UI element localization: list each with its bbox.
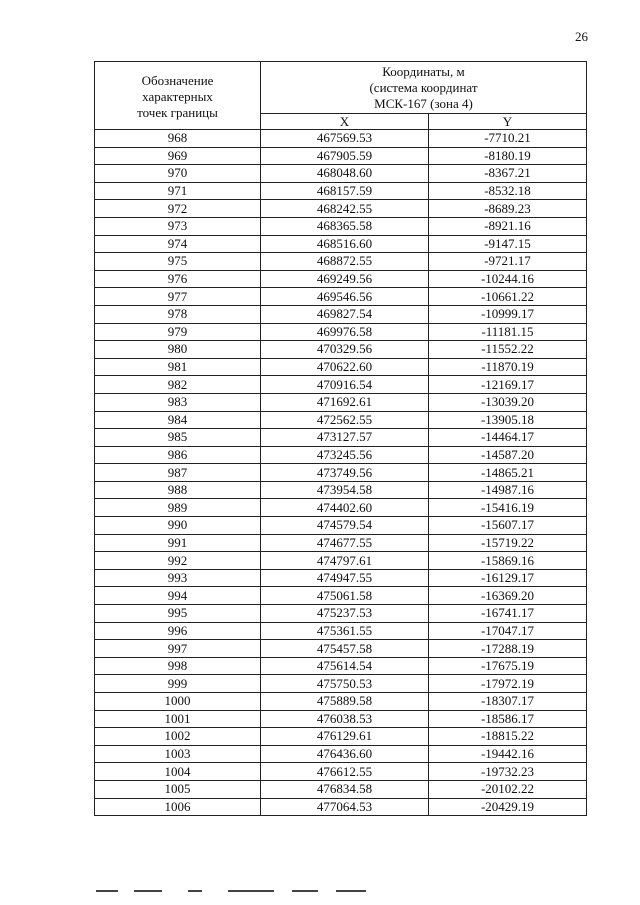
y-coordinate-cell: -10999.17 xyxy=(429,305,587,323)
point-id-cell: 993 xyxy=(95,569,261,587)
x-coordinate-cell: 468157.59 xyxy=(261,182,429,200)
y-coordinate-cell: -9721.17 xyxy=(429,253,587,271)
y-coordinate-cell: -9147.15 xyxy=(429,235,587,253)
point-id-cell: 983 xyxy=(95,393,261,411)
x-coordinate-cell: 474402.60 xyxy=(261,499,429,517)
table-row xyxy=(95,358,587,376)
x-coordinate-cell: 470622.60 xyxy=(261,358,429,376)
y-coordinate-cell: -16369.20 xyxy=(429,587,587,605)
y-coordinate-cell: -17675.19 xyxy=(429,657,587,675)
x-column-header: X xyxy=(261,114,429,130)
point-header-line-3: точек границы xyxy=(137,104,218,120)
table-row xyxy=(95,780,587,798)
point-id-cell: 986 xyxy=(95,446,261,464)
footer-mark xyxy=(336,890,366,892)
y-coordinate-cell: -10661.22 xyxy=(429,288,587,306)
coords-header-line-2: (система координат xyxy=(369,79,478,95)
table-row xyxy=(95,763,587,781)
footer-scan-marks xyxy=(96,890,396,894)
x-coordinate-cell: 475237.53 xyxy=(261,605,429,623)
y-coordinate-cell: -18586.17 xyxy=(429,710,587,728)
point-id-cell: 984 xyxy=(95,411,261,429)
footer-mark xyxy=(292,890,318,892)
x-coordinate-cell: 468872.55 xyxy=(261,253,429,271)
x-coordinate-cell: 467905.59 xyxy=(261,147,429,165)
point-id-cell: 1000 xyxy=(95,693,261,711)
table-row xyxy=(95,341,587,359)
point-id-cell: 998 xyxy=(95,657,261,675)
table-row xyxy=(95,710,587,728)
table-row xyxy=(95,675,587,693)
point-id-cell: 990 xyxy=(95,517,261,535)
x-coordinate-cell: 469976.58 xyxy=(261,323,429,341)
table-row xyxy=(95,200,587,218)
x-coordinate-cell: 476612.55 xyxy=(261,763,429,781)
point-id-cell: 979 xyxy=(95,323,261,341)
x-coordinate-cell: 475750.53 xyxy=(261,675,429,693)
x-coordinate-cell: 475457.58 xyxy=(261,640,429,658)
x-coordinate-cell: 473954.58 xyxy=(261,481,429,499)
table-row xyxy=(95,393,587,411)
table-row xyxy=(95,464,587,482)
point-id-cell: 972 xyxy=(95,200,261,218)
point-id-cell: 999 xyxy=(95,675,261,693)
point-id-cell: 1002 xyxy=(95,728,261,746)
y-coordinate-cell: -14464.17 xyxy=(429,429,587,447)
point-header-line-2: характерных xyxy=(142,88,213,104)
x-coordinate-cell: 473127.57 xyxy=(261,429,429,447)
y-coordinate-cell: -14587.20 xyxy=(429,446,587,464)
table-header xyxy=(95,62,587,130)
x-coordinate-cell: 468048.60 xyxy=(261,165,429,183)
x-coordinate-cell: 468365.58 xyxy=(261,217,429,235)
x-coordinate-cell: 475889.58 xyxy=(261,693,429,711)
table-row xyxy=(95,323,587,341)
table-row xyxy=(95,130,587,148)
table-row xyxy=(95,534,587,552)
point-id-cell: 977 xyxy=(95,288,261,306)
footer-mark xyxy=(96,890,118,892)
x-coordinate-cell: 475361.55 xyxy=(261,622,429,640)
x-coordinate-cell: 468516.60 xyxy=(261,235,429,253)
y-coordinate-cell: -8689.23 xyxy=(429,200,587,218)
point-id-cell: 1004 xyxy=(95,763,261,781)
x-coordinate-cell: 471692.61 xyxy=(261,393,429,411)
point-id-cell: 968 xyxy=(95,130,261,148)
point-id-cell: 991 xyxy=(95,534,261,552)
table-row xyxy=(95,217,587,235)
table-body xyxy=(95,130,587,816)
x-coordinate-cell: 476834.58 xyxy=(261,780,429,798)
table-row xyxy=(95,728,587,746)
point-id-cell: 971 xyxy=(95,182,261,200)
y-coordinate-cell: -15719.22 xyxy=(429,534,587,552)
point-id-cell: 995 xyxy=(95,605,261,623)
y-coordinate-cell: -14987.16 xyxy=(429,481,587,499)
table-row xyxy=(95,657,587,675)
point-id-cell: 1003 xyxy=(95,745,261,763)
point-id-cell: 1006 xyxy=(95,798,261,816)
table-row xyxy=(95,253,587,271)
coordinates-group-header xyxy=(261,62,587,114)
y-coordinate-cell: -10244.16 xyxy=(429,270,587,288)
y-coordinate-cell: -7710.21 xyxy=(429,130,587,148)
table-row xyxy=(95,376,587,394)
x-coordinate-cell: 474579.54 xyxy=(261,517,429,535)
table-row xyxy=(95,517,587,535)
table-row xyxy=(95,305,587,323)
point-id-cell: 1001 xyxy=(95,710,261,728)
y-coordinate-cell: -8367.21 xyxy=(429,165,587,183)
x-coordinate-cell: 473749.56 xyxy=(261,464,429,482)
y-coordinate-cell: -11552.22 xyxy=(429,341,587,359)
y-coordinate-cell: -18815.22 xyxy=(429,728,587,746)
point-id-cell: 969 xyxy=(95,147,261,165)
table-row xyxy=(95,182,587,200)
x-coordinate-cell: 469546.56 xyxy=(261,288,429,306)
x-coordinate-cell: 468242.55 xyxy=(261,200,429,218)
y-coordinate-cell: -20429.19 xyxy=(429,798,587,816)
coordinates-table xyxy=(94,61,587,816)
y-coordinate-cell: -17288.19 xyxy=(429,640,587,658)
table-row xyxy=(95,798,587,816)
table-row xyxy=(95,270,587,288)
x-coordinate-cell: 475614.54 xyxy=(261,657,429,675)
header-row-group xyxy=(95,62,587,114)
footer-mark xyxy=(188,890,202,892)
table-row xyxy=(95,288,587,306)
y-coordinate-cell: -15869.16 xyxy=(429,552,587,570)
point-id-cell: 988 xyxy=(95,481,261,499)
y-coordinate-cell: -16741.17 xyxy=(429,605,587,623)
x-coordinate-cell: 477064.53 xyxy=(261,798,429,816)
y-coordinate-cell: -13039.20 xyxy=(429,393,587,411)
table-row xyxy=(95,429,587,447)
y-coordinate-cell: -13905.18 xyxy=(429,411,587,429)
y-coordinate-cell: -8921.16 xyxy=(429,217,587,235)
y-coordinate-cell: -16129.17 xyxy=(429,569,587,587)
point-id-cell: 987 xyxy=(95,464,261,482)
x-coordinate-cell: 475061.58 xyxy=(261,587,429,605)
point-id-cell: 1005 xyxy=(95,780,261,798)
table-row xyxy=(95,569,587,587)
point-id-cell: 982 xyxy=(95,376,261,394)
coords-header-line-1: Координаты, м xyxy=(382,63,465,79)
table-row xyxy=(95,640,587,658)
y-coordinate-cell: -17047.17 xyxy=(429,622,587,640)
x-coordinate-cell: 469827.54 xyxy=(261,305,429,323)
y-coordinate-cell: -18307.17 xyxy=(429,693,587,711)
y-coordinate-cell: -14865.21 xyxy=(429,464,587,482)
y-coordinate-cell: -11181.15 xyxy=(429,323,587,341)
table-row xyxy=(95,605,587,623)
y-coordinate-cell: -15416.19 xyxy=(429,499,587,517)
table-row xyxy=(95,446,587,464)
y-coordinate-cell: -8532.18 xyxy=(429,182,587,200)
point-id-cell: 997 xyxy=(95,640,261,658)
table-row xyxy=(95,235,587,253)
x-coordinate-cell: 476129.61 xyxy=(261,728,429,746)
x-coordinate-cell: 472562.55 xyxy=(261,411,429,429)
point-id-cell: 992 xyxy=(95,552,261,570)
x-coordinate-cell: 470329.56 xyxy=(261,341,429,359)
x-coordinate-cell: 467569.53 xyxy=(261,130,429,148)
y-coordinate-cell: -15607.17 xyxy=(429,517,587,535)
table-row xyxy=(95,411,587,429)
point-id-cell: 976 xyxy=(95,270,261,288)
x-coordinate-cell: 470916.54 xyxy=(261,376,429,394)
point-id-cell: 996 xyxy=(95,622,261,640)
point-id-cell: 975 xyxy=(95,253,261,271)
point-header-line-1: Обозначение xyxy=(141,72,214,88)
x-coordinate-cell: 476436.60 xyxy=(261,745,429,763)
y-coordinate-cell: -12169.17 xyxy=(429,376,587,394)
point-id-cell: 978 xyxy=(95,305,261,323)
x-coordinate-cell: 473245.56 xyxy=(261,446,429,464)
table-row xyxy=(95,481,587,499)
point-id-cell: 989 xyxy=(95,499,261,517)
point-id-cell: 973 xyxy=(95,217,261,235)
point-id-cell: 981 xyxy=(95,358,261,376)
point-column-header xyxy=(95,62,261,130)
y-column-header: Y xyxy=(429,114,587,130)
x-coordinate-cell: 474677.55 xyxy=(261,534,429,552)
y-coordinate-cell: -19732.23 xyxy=(429,763,587,781)
y-coordinate-cell: -8180.19 xyxy=(429,147,587,165)
x-coordinate-cell: 474947.55 xyxy=(261,569,429,587)
table-row xyxy=(95,745,587,763)
point-id-cell: 980 xyxy=(95,341,261,359)
x-coordinate-cell: 476038.53 xyxy=(261,710,429,728)
table-row xyxy=(95,693,587,711)
point-id-cell: 985 xyxy=(95,429,261,447)
x-coordinate-cell: 474797.61 xyxy=(261,552,429,570)
table-row xyxy=(95,587,587,605)
table-row xyxy=(95,552,587,570)
point-id-cell: 974 xyxy=(95,235,261,253)
point-id-cell: 970 xyxy=(95,165,261,183)
y-coordinate-cell: -20102.22 xyxy=(429,780,587,798)
coords-header-line-3: МСК-167 (зона 4) xyxy=(374,95,473,111)
table-row xyxy=(95,165,587,183)
footer-mark xyxy=(134,890,162,892)
table-row xyxy=(95,147,587,165)
point-id-cell: 994 xyxy=(95,587,261,605)
y-coordinate-cell: -11870.19 xyxy=(429,358,587,376)
x-coordinate-cell: 469249.56 xyxy=(261,270,429,288)
y-coordinate-cell: -19442.16 xyxy=(429,745,587,763)
table-row xyxy=(95,622,587,640)
y-coordinate-cell: -17972.19 xyxy=(429,675,587,693)
page-number: 26 xyxy=(575,29,588,44)
table-row xyxy=(95,499,587,517)
footer-mark xyxy=(228,890,274,892)
